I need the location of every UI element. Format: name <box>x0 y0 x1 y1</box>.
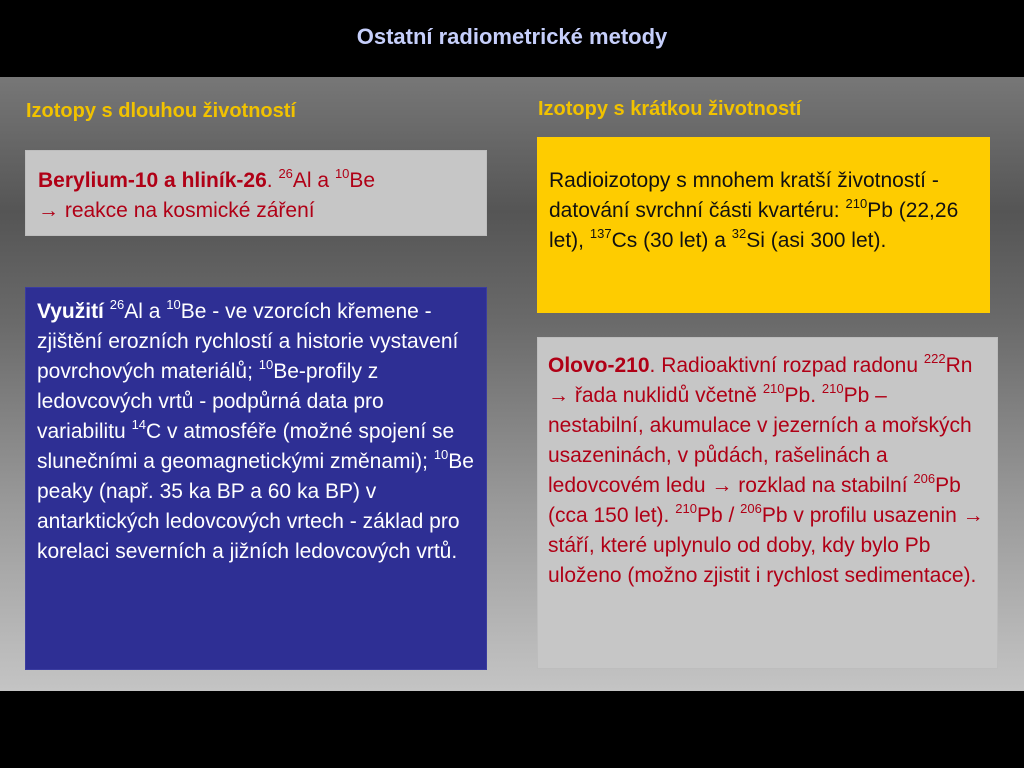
title-bar <box>0 0 1024 77</box>
beryllium-title: Berylium-10 a hliník-26 <box>38 169 267 192</box>
bottom-bar <box>0 691 1024 768</box>
slide-title: Ostatní radiometrické metody <box>356 23 668 49</box>
short-lived-text: Radioizotopy s mnohem kratší životností - datování svrchní části kvartéru: $^{210}$Pb (22,26 let), $^{137}$Cs (30 let) a $^{32}$Si (asi 300 let). <box>549 169 959 252</box>
lead-box <box>537 337 998 669</box>
usage-text: Využití $^{26}$Al a $^{10}$Be - ve vzorcích křemene - zjištění erozních rychlostí a historie vystavení povrchových materiálů; $^{10}$Be-profily z ledovcových vrtů - podpůrná data pro variabilitu $^{14}$C v atmosféře (možné spojení se slunečními a geomagnetickými změnami); $^{10}$Be peaky (např. 35 ka BP a 60 ka BP) v antarktických ledovcových vrtech - základ pro korelaci severních a jižních ledovcových vrtů. <box>37 297 474 563</box>
long-lived-heading: Izotopy s dlouhou životností <box>26 100 296 122</box>
usage-box <box>25 287 487 670</box>
short-lived-box <box>537 137 990 313</box>
short-lived-heading: Izotopy s krátkou životností <box>538 98 802 120</box>
usage-title: Využití <box>37 300 104 323</box>
lead-title: Olovo-210 <box>548 354 650 377</box>
beryllium-text: Berylium-10 a hliník-26. $^{26}$Al a $^{10}$Be → reakce na kosmické záření <box>38 166 376 222</box>
lead-text: Olovo-210. Radioaktivní rozpad radonu $^{222}$Rn → řada nuklidů včetně $^{210}$Pb. $^{210}$Pb – nestabilní, akumulace v jezerních a mořských usazeninách, v půdách, rašelinách a ledovcovém ledu → rozklad na stabilní $^{206}$Pb (cca 150 let). $^{210}$Pb / $^{206}$Pb v profilu usazenin → stáří, které uplynulo od doby, kdy bylo Pb uloženo (možno zjistit i rychlost sedimentace). <box>548 351 984 587</box>
beryllium-box <box>25 150 487 236</box>
